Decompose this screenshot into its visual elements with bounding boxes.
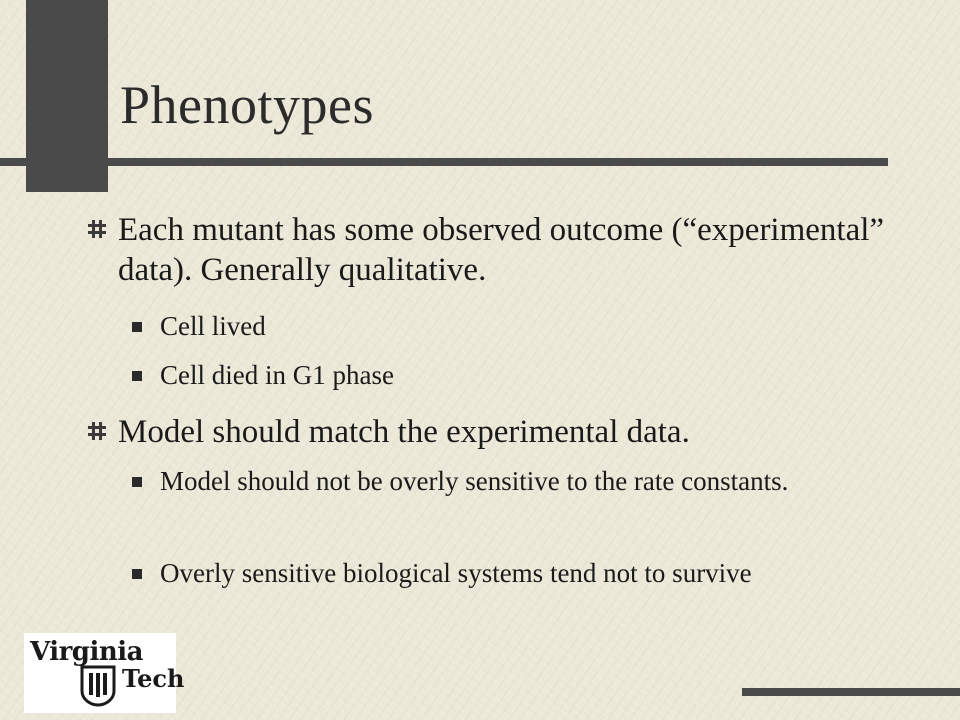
sub-bullet-text: Cell lived — [160, 311, 266, 341]
sub-bullet-item — [132, 310, 892, 343]
slide-title: Phenotypes — [120, 75, 374, 135]
bullet-text: Each mutant has some observed outcome (“experimental” data). Generally qualitative. — [118, 212, 885, 288]
shield-icon — [80, 665, 116, 707]
virginia-tech-logo — [24, 633, 185, 713]
square-bullet-icon — [132, 569, 142, 579]
logo-text-line1: Virginia — [30, 637, 143, 667]
bullet-item — [88, 210, 908, 290]
square-bullet-icon — [132, 371, 142, 381]
bullet-text: Model should match the experimental data. — [118, 414, 690, 450]
hash-bullet-icon — [88, 220, 106, 238]
sub-bullet-item — [132, 557, 892, 623]
hash-bullet-icon — [88, 422, 106, 440]
title-rule — [0, 158, 888, 166]
bullet-item — [88, 412, 908, 452]
sub-bullet-text: Cell died in G1 phase — [160, 360, 394, 390]
sub-bullet-text: Model should not be overly sensitive to the rate constants. — [160, 466, 789, 496]
sub-bullet-text: Overly sensitive biological systems tend not to survive — [160, 558, 752, 588]
logo-text-line2: Tech — [122, 664, 185, 693]
sub-bullet-item — [132, 465, 892, 531]
square-bullet-icon — [132, 322, 142, 332]
sub-bullet-item — [132, 359, 892, 392]
bottom-rule — [742, 688, 960, 696]
square-bullet-icon — [132, 477, 142, 487]
